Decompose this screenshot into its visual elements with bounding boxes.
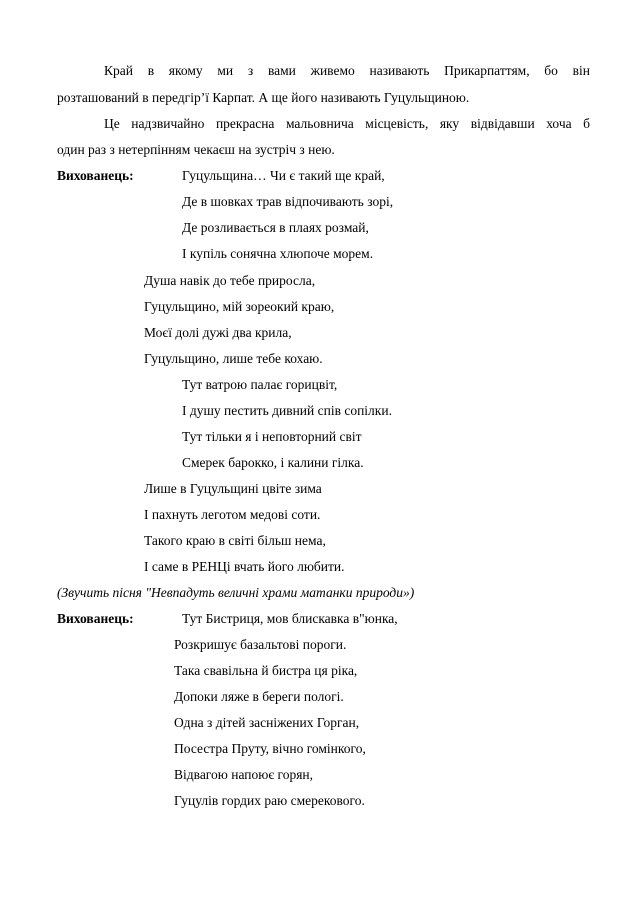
poem-line: Лише в Гуцульщині цвіте зима — [144, 481, 322, 496]
poem-line: Моєї долі дужі два крила, — [144, 325, 292, 340]
poem-line: Така свавільна й бистра ця ріка, — [174, 663, 358, 678]
poem-line: Гуцульщина… Чи є такий ще край, — [182, 168, 385, 183]
poem-line: І душу пестить дивний спів сопілки. — [182, 403, 392, 418]
poem-line: Одна з дітей засніжених Горган, — [174, 715, 360, 730]
poem-line: І саме в РЕНЦі вчать його любити. — [144, 559, 345, 574]
poem-line: Гуцульщино, лише тебе кохаю. — [144, 351, 323, 366]
poem-line: І купіль сонячна хлюпоче морем. — [182, 246, 374, 261]
speaker-label: Вихованець: — [57, 611, 134, 626]
poem-line: Душа навік до тебе приросла, — [144, 273, 316, 288]
poem-line: Такого краю в світі більш нема, — [144, 533, 326, 548]
poem-line: Тут ватрою палає горицвіт, — [182, 377, 338, 392]
intro-paragraph-2-line-1: Це надзвичайно прекрасна мальовнича місцевість, яку відвідавши хоча б — [104, 116, 590, 131]
intro-paragraph-1-line-1: Край в якому ми з вами живемо називають Прикарпаттям, бо він — [104, 63, 590, 78]
poem-line: Тут Бистриця, мов блискавка в"юнка, — [182, 611, 398, 626]
speaker-label: Вихованець: — [57, 168, 134, 183]
poem-line: Допоки ляже в береги пологі. — [174, 689, 344, 704]
intro-paragraph-1-line-2: розташований в передгір’ї Карпат. А ще його називають Гуцульщиною. — [57, 90, 470, 105]
intro-paragraph-2-line-2: один раз з нетерпінням чекаєш на зустріч з нею. — [57, 142, 335, 157]
poem-line: Де розливається в плаях розмай, — [182, 220, 369, 235]
poem-line: І пахнуть леготом медові соти. — [144, 507, 321, 522]
poem-line: Гуцулів гордих раю смерекового. — [174, 793, 365, 808]
poem-line: Тут тільки я і неповторний світ — [182, 429, 362, 444]
poem-line: Гуцульщино, мій зореокий краю, — [144, 299, 335, 314]
poem-line: Смерек барокко, і калини гілка. — [182, 455, 364, 470]
poem-line: Розкришує базальтові пороги. — [174, 637, 347, 652]
song-note: (Звучить пісня "Невпадуть величні храми матанки природи») — [57, 585, 415, 600]
poem-line: Де в шовках трав відпочивають зорі, — [182, 194, 394, 209]
poem-line: Відвагою напоює горян, — [174, 767, 314, 782]
poem-line: Посестра Пруту, вічно гомінкого, — [174, 741, 366, 756]
